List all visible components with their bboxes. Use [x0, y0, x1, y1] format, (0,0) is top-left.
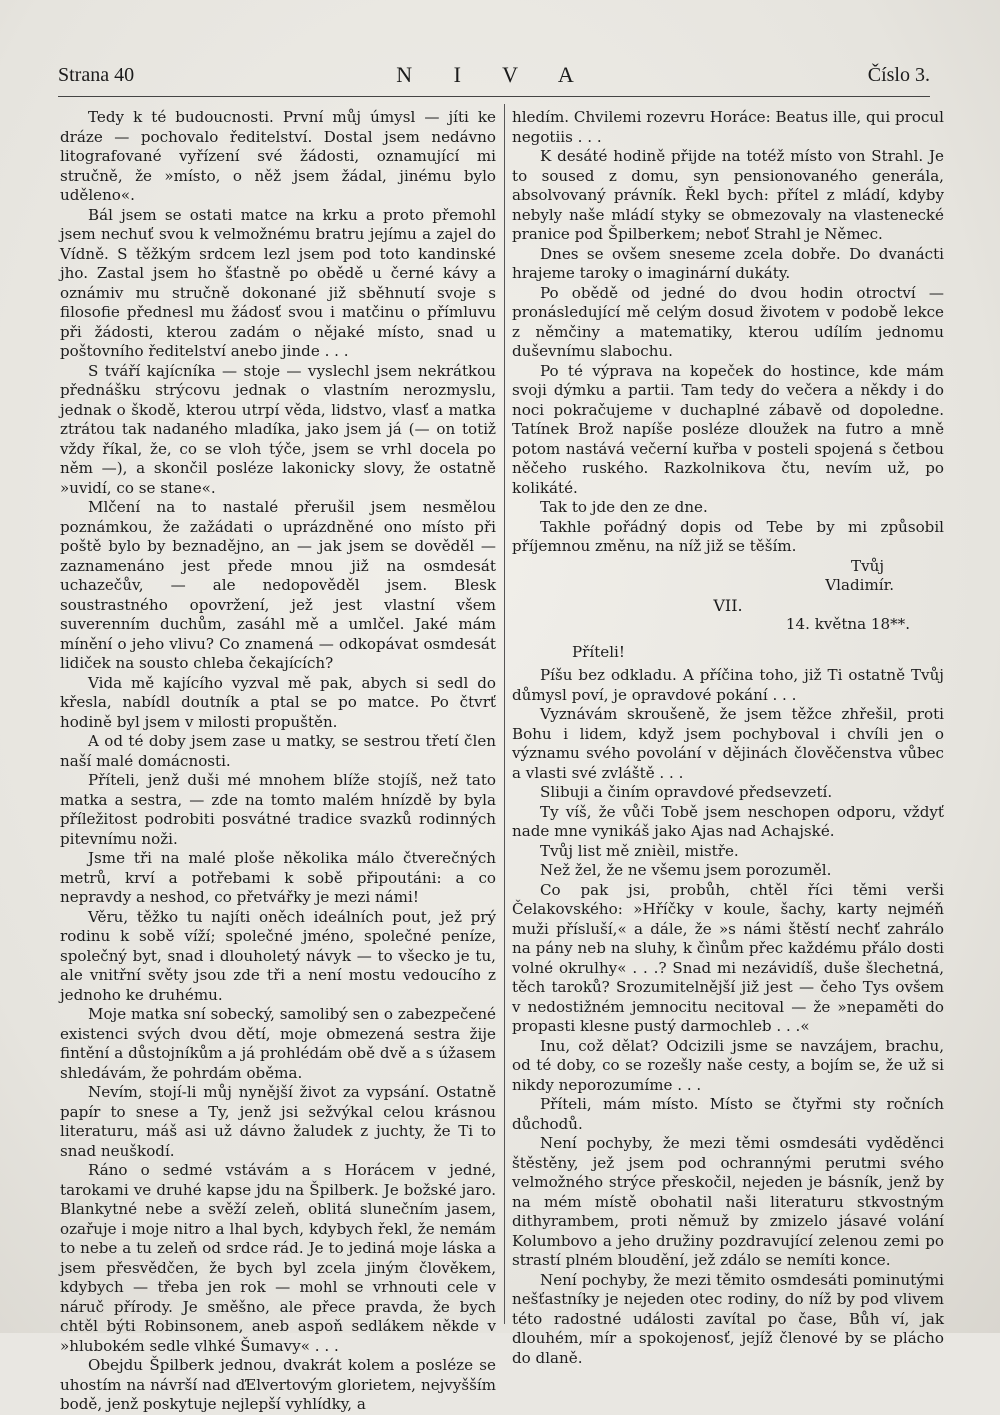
paragraph: Není pochyby, že mezi těmi osmdesáti vyděděnci štěstěny, jež jsem pod ochrannými perutmi svého velmožného strýce přeskočil, nejeden je básník, jenž by na mém místě obohatil naši literaturu stkvostným dithyrambem, proti němuž by zmizelo jásavé volání Kolumbovo a jeho družiny pozdravující zelenou zemi po strastí plném bloudění, jež zdálo se nemíti konce.	[512, 1134, 944, 1269]
paragraph: hledím. Chvilemi rozevru Horáce: Beatus ille, qui procul negotiis . . .	[512, 108, 944, 146]
paragraph: Takhle pořádný dopis od Tebe by mi způsobil příjemnou změnu, na níž již se těším.	[512, 517, 944, 555]
paragraph: K desáté hodině přijde na totéž místo von Strahl. Je to soused z domu, syn pensionovaného generála, absolvovaný právník. Řekl bych: přítel z mládí, kdyby nebyly naše mládí styky se obmezovaly na vlastenecké pranice pod Špilberkem; neboť Strahl je Němec.	[512, 147, 944, 243]
letter-closing: Tvůj	[851, 556, 884, 575]
paragraph: Jsme tři na malé ploše několika málo čtverečných metrů, krví a potřebami k sobě připoutáni: a co nepravdy a neshod, co přetvářky je mezi námi!	[60, 849, 496, 906]
paragraph: Vyznávám skroušeně, že jsem těžce zhřešil, proti Bohu i lidem, když jsem pochyboval i chvíli jen o významu svého povolání v dějinách člověčenstva vůbec a vlasti své zvláště . . .	[512, 705, 944, 782]
paragraph: A od té doby jsem zase u matky, se sestrou třetí člen naší malé domácnosti.	[60, 732, 496, 770]
paragraph: Ty víš, že vůči Tobě jsem neschopen odporu, vždyť nade mne vynikáš jako Ajas nad Achajské.	[512, 802, 944, 840]
column-divider	[504, 104, 505, 1324]
paragraph: Není pochyby, že mezi těmito osmdesáti pominutými nešťastníky je nejeden otec rodiny, do níž by pod vlivem této radostné události zavítal po čase, Bůh ví, jak dlouhém, mír a spokojenosť, jejíž členové by se plácho do dlaně.	[512, 1270, 944, 1367]
page-header	[58, 62, 930, 97]
paragraph: S tváří kajícníka — stoje — vyslechl jsem nekrátkou přednášku strýcovu jednak o vlastním nerozmyslu, jednak o škodě, kterou utrpí věda, lidstvo, vlasť a matka ztrátou tak nadaného mladíka, jako jsem já (— on totiž vždy říkal, že, co se vloh týče, jsem se vrhl docela po něm —), a skončil posléze lakonicky slovy, že ostatně »uvidí, co se stane«.	[60, 361, 496, 497]
paragraph: Po té výprava na kopeček do hostince, kde mám svoji dýmku a partii. Tam tedy do večera a někdy i do noci pokračujeme v duchaplné zábavě od dopoledne. Tatínek Brož napíše posléze dloužek na futro a mně potom nastává večerní kuřba v posteli spojená s četbou něčeho ruského. Razkolnikova čtu, nevím už, po kolikáté.	[512, 361, 944, 497]
letter-salutation: Příteli!	[572, 642, 625, 661]
paragraph: Píšu bez odkladu. A příčina toho, již Ti ostatně Tvůj důmysl poví, je opravdové pokání . . .	[512, 666, 944, 704]
paragraph: Po obědě od jedné do dvou hodin otroctví — pronásledující mě celým dosud životem v podobě lekce z němčiny a matematiky, kterou udílím jednomu duševnímu slabochu.	[512, 283, 944, 360]
paragraph: Věru, těžko tu najíti oněch ideálních pout, jež prý rodinu k sobě víží; společné jméno, společné peníze, společný byt, snad i dlouholetý návyk — to všecko je tu, ale vnitřní světy jsou zde tři a není mostu vedoucího z jednoho ke druhému.	[60, 907, 496, 1004]
letter-date: 14. května 18**.	[785, 615, 910, 633]
paragraph: Tedy k té budoucnosti. První můj úmysl — jíti ke dráze — pochovalo ředitelství. Dostal jsem nedávno litografované vyřízení své žádosti, oznamující mi stručně, že »místo, o něž jsem žádal, jinému bylo uděleno«.	[60, 108, 496, 204]
paragraph: Vida mě kajícího vyzval mě pak, abych si sedl do křesla, nabídl doutník a ptal se po matce. Po čtvrť hodině byl jsem v milosti propuštěn.	[60, 673, 496, 731]
paragraph: Než žel, že ne všemu jsem porozuměl.	[540, 861, 832, 879]
letter-signature: Vladimír.	[825, 576, 894, 594]
publication-title: N I V A	[396, 62, 592, 87]
left-column	[60, 108, 496, 1415]
paragraph: Mlčení na to nastalé přerušil jsem nesmělou poznámkou, že zažádati o uprázdněné ono místo při poště bylo by beznadějno, an — jak jsem se dověděl — zaznamenáno jest přede mnou již na osmdesát uchazečův, — ale nedopověděl jsem. Blesk soustrastného opovržení, jež jest vlastní všem suverenním duchům, zasáhl mě a umlčel. Jaké mám mínění o jeho vlivu? Co znamená — odkopávat osmdesát lidiček na sousto chleba čekajících?	[60, 498, 496, 672]
paragraph: Ráno o sedmé vstávám a s Horácem v jedné, tarokami ve druhé kapse jdu na Špilberk. Je božské jaro. Blankytné nebe a svěží zeleň, oblitá slunečním jasem, ozařuje i moje nitro a lhal bych, kdybych řekl, že nemám to nebe a tu zeleň od srdce rád. Je to jediná moje láska a jsem přesvědčen, že bych byl zcela jiným člověkem, kdybych — třeba jen rok — mohl se vrhnouti cele v náruč přírody. Je směšno, ale přece pravda, že bych chtěl býti Robinsonem, aneb aspoň sedlákem někde v »hlubokém sedle vlhké Šumavy« . . .	[60, 1161, 496, 1355]
paragraph: Příteli, jenž duši mé mnohem blíže stojíš, než tato matka a sestra, — zde na tomto malém hnízdě by byla příležitost podrobiti posvátné tradice svazků rodinných pitevnímu noži.	[60, 771, 496, 848]
page-number: Strana 40	[58, 64, 135, 86]
issue-number: Číslo 3.	[867, 64, 930, 86]
paragraph: Bál jsem se ostati matce na krku a proto přemohl jsem nechuť svou k velmožnému bratru jejímu a zajel do Vídně. S těžkým srdcem lezl jsem pod toto kandinské jho. Zastal jsem ho šťastně po obědě u černé kávy a oznámiv mu stručně dokonané již sběhnutí svoje s filosofie přednesl mu žádosť svou i matčinu o přímluvu při žádosti, kterou zadám o nějaké místo, snad u poštovního ředitelství anebo jinde . . .	[60, 205, 496, 360]
paragraph: Tak to jde den ze dne.	[540, 498, 708, 516]
paragraph: Tvůj list mě znièil, mistře.	[540, 841, 739, 860]
paragraph: Co pak jsi, probůh, chtěl říci těmi verši Čelakovského: »Hříčky v koule, šachy, karty nejméň muži přísluší,« a dále, že »s námi štěstí nechť zahrálo na pány neb na sluhy, k čìnům přec každému přálo dosti volné okrulhy« . . .? Snad mi nezávidíš, duše šlechetná, těch taroků? Srozumitelnější již jest — čeho Tys ovšem v nedostižném jemnocitu necitoval — že »nepaměti do propasti klesne pustý darmochleb . . .«	[512, 880, 944, 1035]
paragraph: Příteli, mám místo. Místo se čtyřmi sty ročních důchodů.	[512, 1095, 944, 1133]
paragraph: Dnes se ovšem sneseme zcela dobře. Do dvanácti hrajeme taroky o imaginární dukáty.	[512, 244, 944, 282]
paragraph: Nevím, stojí-li můj nynější život za vypsání. Ostatně papír to snese a Ty, jenž jsi sežvýkal celou krásnou literaturu, máš asi už dávno žaludek z juchty, že Ti to snad neuškodí.	[60, 1083, 496, 1160]
paragraph: Obejdu Špilberk jednou, dvakrát kolem a posléze se uhostím na návrší nad ďElvertovým glorietem, nejvyšším bodě, jenž poskytuje nejlepší vyhlídky, a	[60, 1356, 496, 1413]
paragraph: Slibuji a činím opravdové předsevzetí.	[540, 783, 833, 801]
paragraph: Inu, což dělat? Odcizili jsme se navzájem, brachu, od té doby, co se rozešly naše cesty, a bojím se, že už si nikdy neporozumíme . . .	[512, 1036, 944, 1094]
paragraph: Moje matka sní sobecký, samolibý sen o zabezpečené existenci svých dvou dětí, moje obmezená sestra žije fintění a důstojníkům a já prohlédám obě dvě a s úžasem shledávám, že pohrdám oběma.	[60, 1005, 496, 1082]
section-number: VII.	[713, 595, 743, 615]
right-column	[512, 108, 944, 1368]
